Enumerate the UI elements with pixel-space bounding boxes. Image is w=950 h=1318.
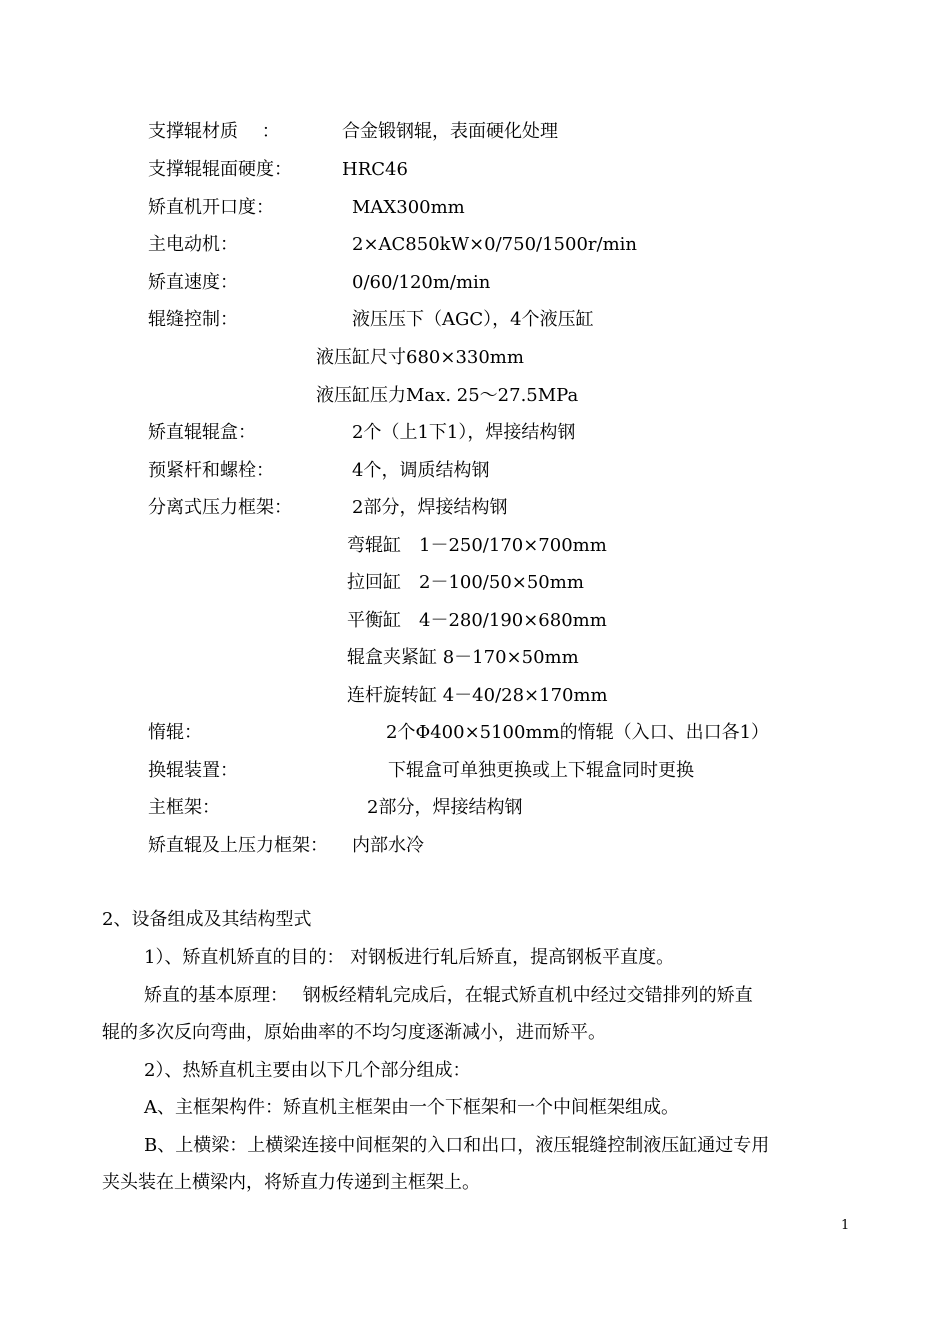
spec-value-main-motor: 2×AC850kW×0/750/1500r/min [352,234,637,255]
spec-value-backup-roll-hardness: HRC46 [342,159,408,180]
page-number: 1 [841,1218,850,1233]
spec-value-speed: 0/60/120m/min [352,272,491,293]
spec-label-idle-roll: 惰辊： [148,722,202,743]
spec-value-clamp-cylinder: 辊盒夹紧缸 8－170×50mm [347,647,579,668]
spec-label-main-frame: 主框架： [148,797,220,818]
spec-value-idle-roll: 2个Φ400×5100mm的惰辊（入口、出口各1） [386,722,770,743]
spec-label-main-motor: 主电动机： [148,234,238,255]
paragraph-principle-line2: 辊的多次反向弯曲，原始曲率的不均匀度逐渐减小，进而矫平。 [102,1022,606,1043]
spec-value-cylinder-size: 液压缸尺寸680×330mm [316,347,524,368]
spec-label-opening: 矫直机开口度： [148,197,274,218]
spec-value-backup-roll-material: 合金锻钢辊，表面硬化处理 [342,121,558,142]
spec-value-balance-cylinder: 平衡缸 4－280/190×680mm [347,610,607,631]
spec-value-rotary-cylinder: 连杆旋转缸 4－40/28×170mm [347,685,608,706]
spec-value-main-frame: 2部分，焊接结构钢 [367,797,523,818]
spec-value-cylinder-pressure: 液压缸压力Max. 25～27.5MPa [316,385,579,406]
spec-label-preload-bolts: 预紧杆和螺栓： [148,460,274,481]
spec-value-gap-control: 液压压下（AGC），4个液压缸 [352,309,594,330]
paragraph-principle-line1: 矫直的基本原理： 钢板经精轧完成后，在辊式矫直机中经过交错排列的矫直 [144,985,753,1006]
spec-label-gap-control: 辊缝控制： [148,309,238,330]
spec-value-roll-change: 下辊盒可单独更换或上下辊盒同时更换 [388,760,694,781]
spec-value-pressure-frame: 2部分，焊接结构钢 [352,497,508,518]
spec-value-pullback-cylinder: 拉回缸 2－100/50×50mm [347,572,584,593]
spec-label-speed: 矫直速度： [148,272,238,293]
paragraph-components-intro: 2）、热矫直机主要由以下几个部分组成： [144,1060,471,1081]
spec-value-opening: MAX300mm [352,197,465,218]
spec-label-roll-cassette: 矫直辊辊盒： [148,422,256,443]
spec-label-roll-change: 换辊装置： [148,760,238,781]
spec-value-preload-bolts: 4个，调质结构钢 [352,460,490,481]
spec-value-cooling: 内部水冷 [352,835,424,856]
spec-value-roll-cassette: 2个（上1下1），焊接结构钢 [352,422,576,443]
paragraph-purpose: 1）、矫直机矫直的目的： 对钢板进行轧后矫直，提高钢板平直度。 [144,947,675,968]
spec-label-backup-roll-material: 支撑辊材质 ： [148,121,280,142]
section-heading: 2、设备组成及其结构型式 [102,909,312,930]
paragraph-main-frame: A、主框架构件：矫直机主框架由一个下框架和一个中间框架组成。 [144,1097,679,1118]
paragraph-crossbeam-line2: 夹头装在上横梁内，将矫直力传递到主框架上。 [102,1172,480,1193]
spec-label-pressure-frame: 分离式压力框架： [148,497,292,518]
spec-label-cooling: 矫直辊及上压力框架： [148,835,328,856]
spec-label-backup-roll-hardness: 支撑辊辊面硬度： [148,159,292,180]
paragraph-crossbeam-line1: B、上横梁：上横梁连接中间框架的入口和出口，液压辊缝控制液压缸通过专用 [144,1135,770,1156]
spec-value-bending-cylinder: 弯辊缸 1－250/170×700mm [347,535,607,556]
